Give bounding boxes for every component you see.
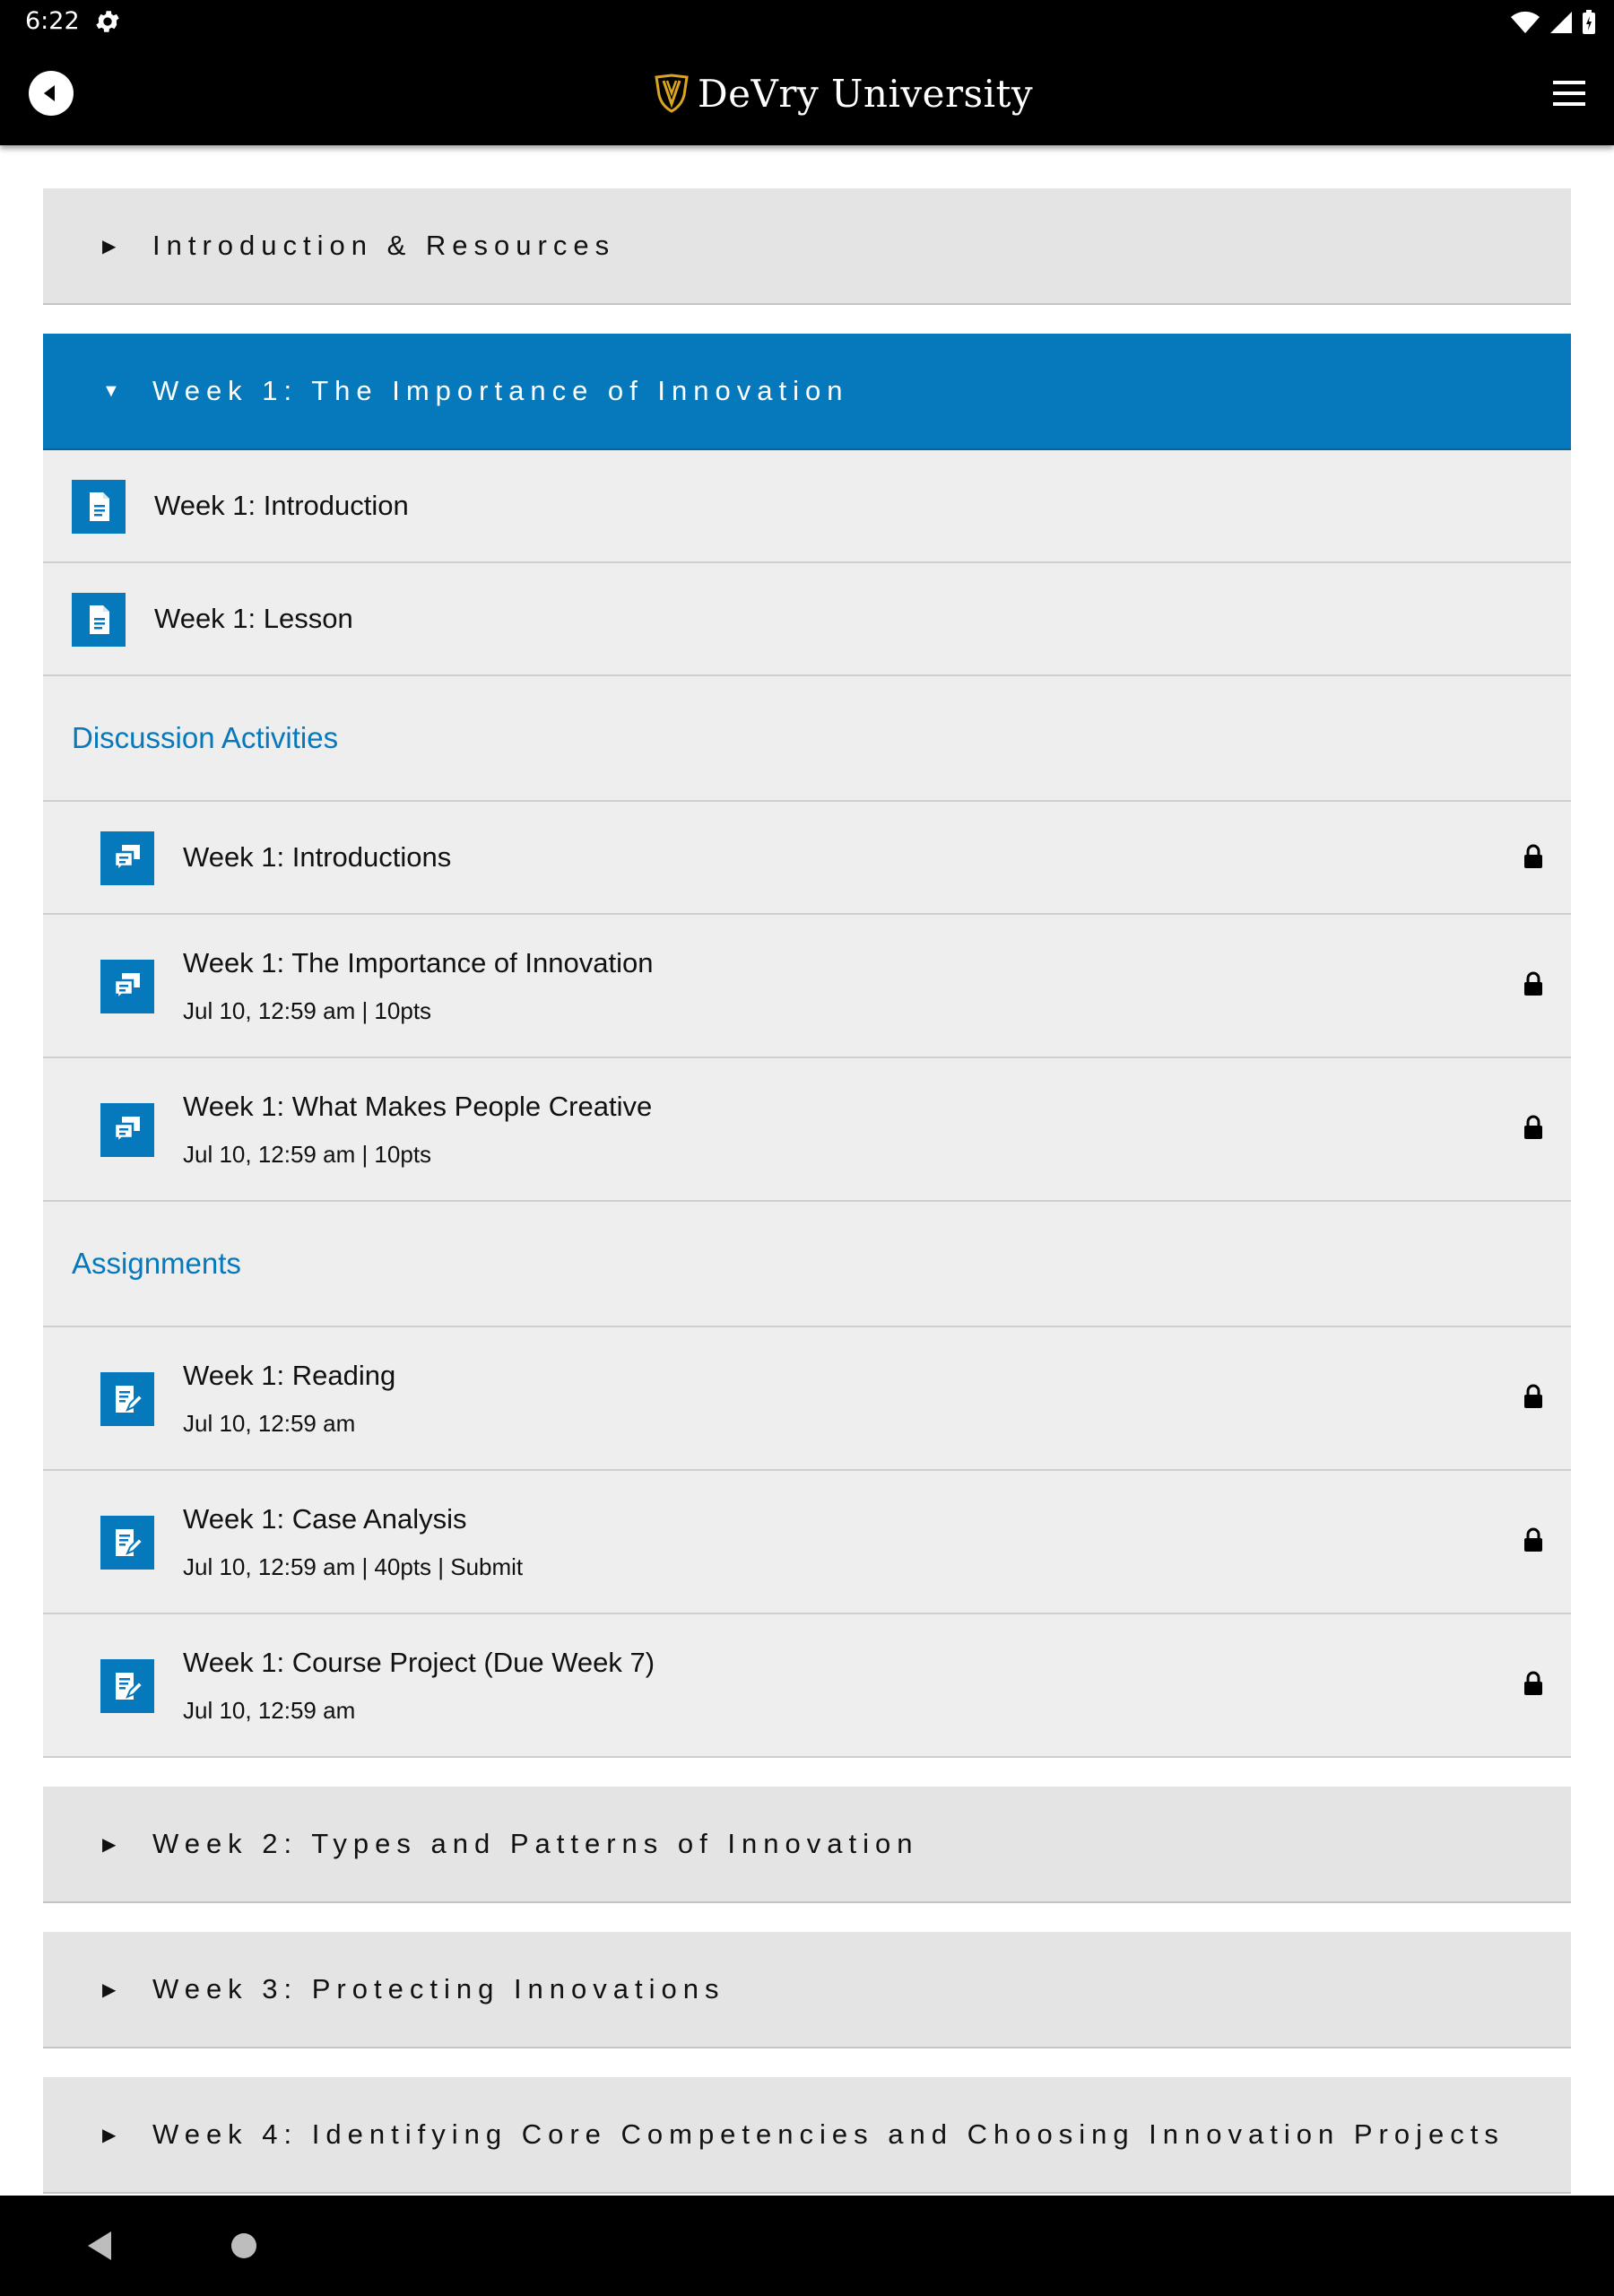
item-meta: Jul 10, 12:59 am | 10pts xyxy=(183,997,432,1024)
app-bar xyxy=(0,43,1614,145)
status-time: 6:22 xyxy=(25,7,80,35)
back-button[interactable] xyxy=(29,71,74,116)
cell-signal-icon xyxy=(1549,11,1573,34)
course-outline xyxy=(43,188,1571,2194)
nav-back-icon[interactable] xyxy=(84,2230,115,2262)
settings-gear-icon xyxy=(93,7,122,36)
section-title: Week 4: Identifying Core Competencies and Choosing Innovation Projects xyxy=(152,2118,1505,2150)
discussion-icon xyxy=(100,960,154,1013)
lock-icon xyxy=(1523,843,1544,870)
caret-right-icon: ▶ xyxy=(102,236,117,257)
discussion-icon xyxy=(100,831,154,885)
assignment-icon xyxy=(100,1516,154,1570)
lock-icon xyxy=(1523,1526,1544,1553)
caret-right-icon: ▶ xyxy=(102,2125,117,2145)
wifi-icon xyxy=(1510,10,1540,35)
list-item-week1-introduction[interactable] xyxy=(43,450,1571,563)
item-title: Week 1: Course Project (Due Week 7) xyxy=(183,1647,655,1678)
list-item-assignment-reading[interactable] xyxy=(43,1327,1571,1471)
lock-icon xyxy=(1523,970,1544,997)
caret-right-icon: ▶ xyxy=(102,1979,117,2000)
discussion-icon xyxy=(100,1103,154,1157)
lock-icon xyxy=(1523,1670,1544,1697)
system-navigation-bar xyxy=(0,2196,1614,2296)
item-title: Week 1: Lesson xyxy=(154,603,353,634)
section-week-4[interactable] xyxy=(43,2077,1571,2194)
item-meta: Jul 10, 12:59 am xyxy=(183,1697,356,1724)
section-title: Introduction & Resources xyxy=(152,230,616,261)
brand xyxy=(655,66,1033,120)
item-meta: Jul 10, 12:59 am | 40pts | Submit xyxy=(183,1553,524,1580)
group-assignments xyxy=(43,1202,1571,1327)
section-week-3[interactable] xyxy=(43,1932,1571,2048)
list-item-discussion-introductions[interactable] xyxy=(43,802,1571,915)
status-bar xyxy=(0,0,1614,43)
list-item-week1-lesson[interactable] xyxy=(43,563,1571,676)
hamburger-menu-icon[interactable] xyxy=(1551,75,1587,111)
item-title: Week 1: Reading xyxy=(183,1360,396,1391)
group-label-text: Discussion Activities xyxy=(72,721,339,754)
item-title: Week 1: Case Analysis xyxy=(183,1503,467,1535)
section-title: Week 2: Types and Patterns of Innovation xyxy=(152,1828,919,1859)
caret-right-icon: ▶ xyxy=(102,1834,117,1855)
lock-icon xyxy=(1523,1114,1544,1141)
section-week-2[interactable] xyxy=(43,1787,1571,1903)
devry-shield-logo-icon xyxy=(655,74,689,113)
back-arrow-icon xyxy=(29,71,74,116)
group-discussion-activities xyxy=(43,676,1571,802)
group-label-text: Assignments xyxy=(72,1247,241,1280)
section-title: Week 3: Protecting Innovations xyxy=(152,1973,725,2005)
item-title: Week 1: Introductions xyxy=(183,841,452,873)
item-meta: Jul 10, 12:59 am | 10pts xyxy=(183,1141,432,1168)
section-intro-resources[interactable] xyxy=(43,188,1571,305)
caret-down-icon: ▼ xyxy=(102,380,120,401)
list-item-assignment-case-analysis[interactable] xyxy=(43,1471,1571,1614)
item-title: Week 1: What Makes People Creative xyxy=(183,1091,653,1122)
lock-icon xyxy=(1523,1383,1544,1410)
assignment-icon xyxy=(100,1659,154,1713)
list-item-discussion-importance[interactable] xyxy=(43,915,1571,1058)
item-title: Week 1: The Importance of Innovation xyxy=(183,947,654,978)
item-title: Week 1: Introduction xyxy=(154,490,409,521)
item-meta: Jul 10, 12:59 am xyxy=(183,1410,356,1437)
section-title: Week 1: The Importance of Innovation xyxy=(152,375,849,406)
nav-home-icon[interactable] xyxy=(231,2233,256,2258)
section-week-1[interactable] xyxy=(43,334,1571,450)
document-icon xyxy=(72,480,126,534)
assignment-icon xyxy=(100,1372,154,1426)
brand-name: DeVry University xyxy=(698,71,1034,116)
list-item-assignment-course-project[interactable] xyxy=(43,1614,1571,1758)
list-item-discussion-creative[interactable] xyxy=(43,1058,1571,1202)
battery-icon xyxy=(1582,10,1596,35)
document-icon xyxy=(72,593,126,647)
